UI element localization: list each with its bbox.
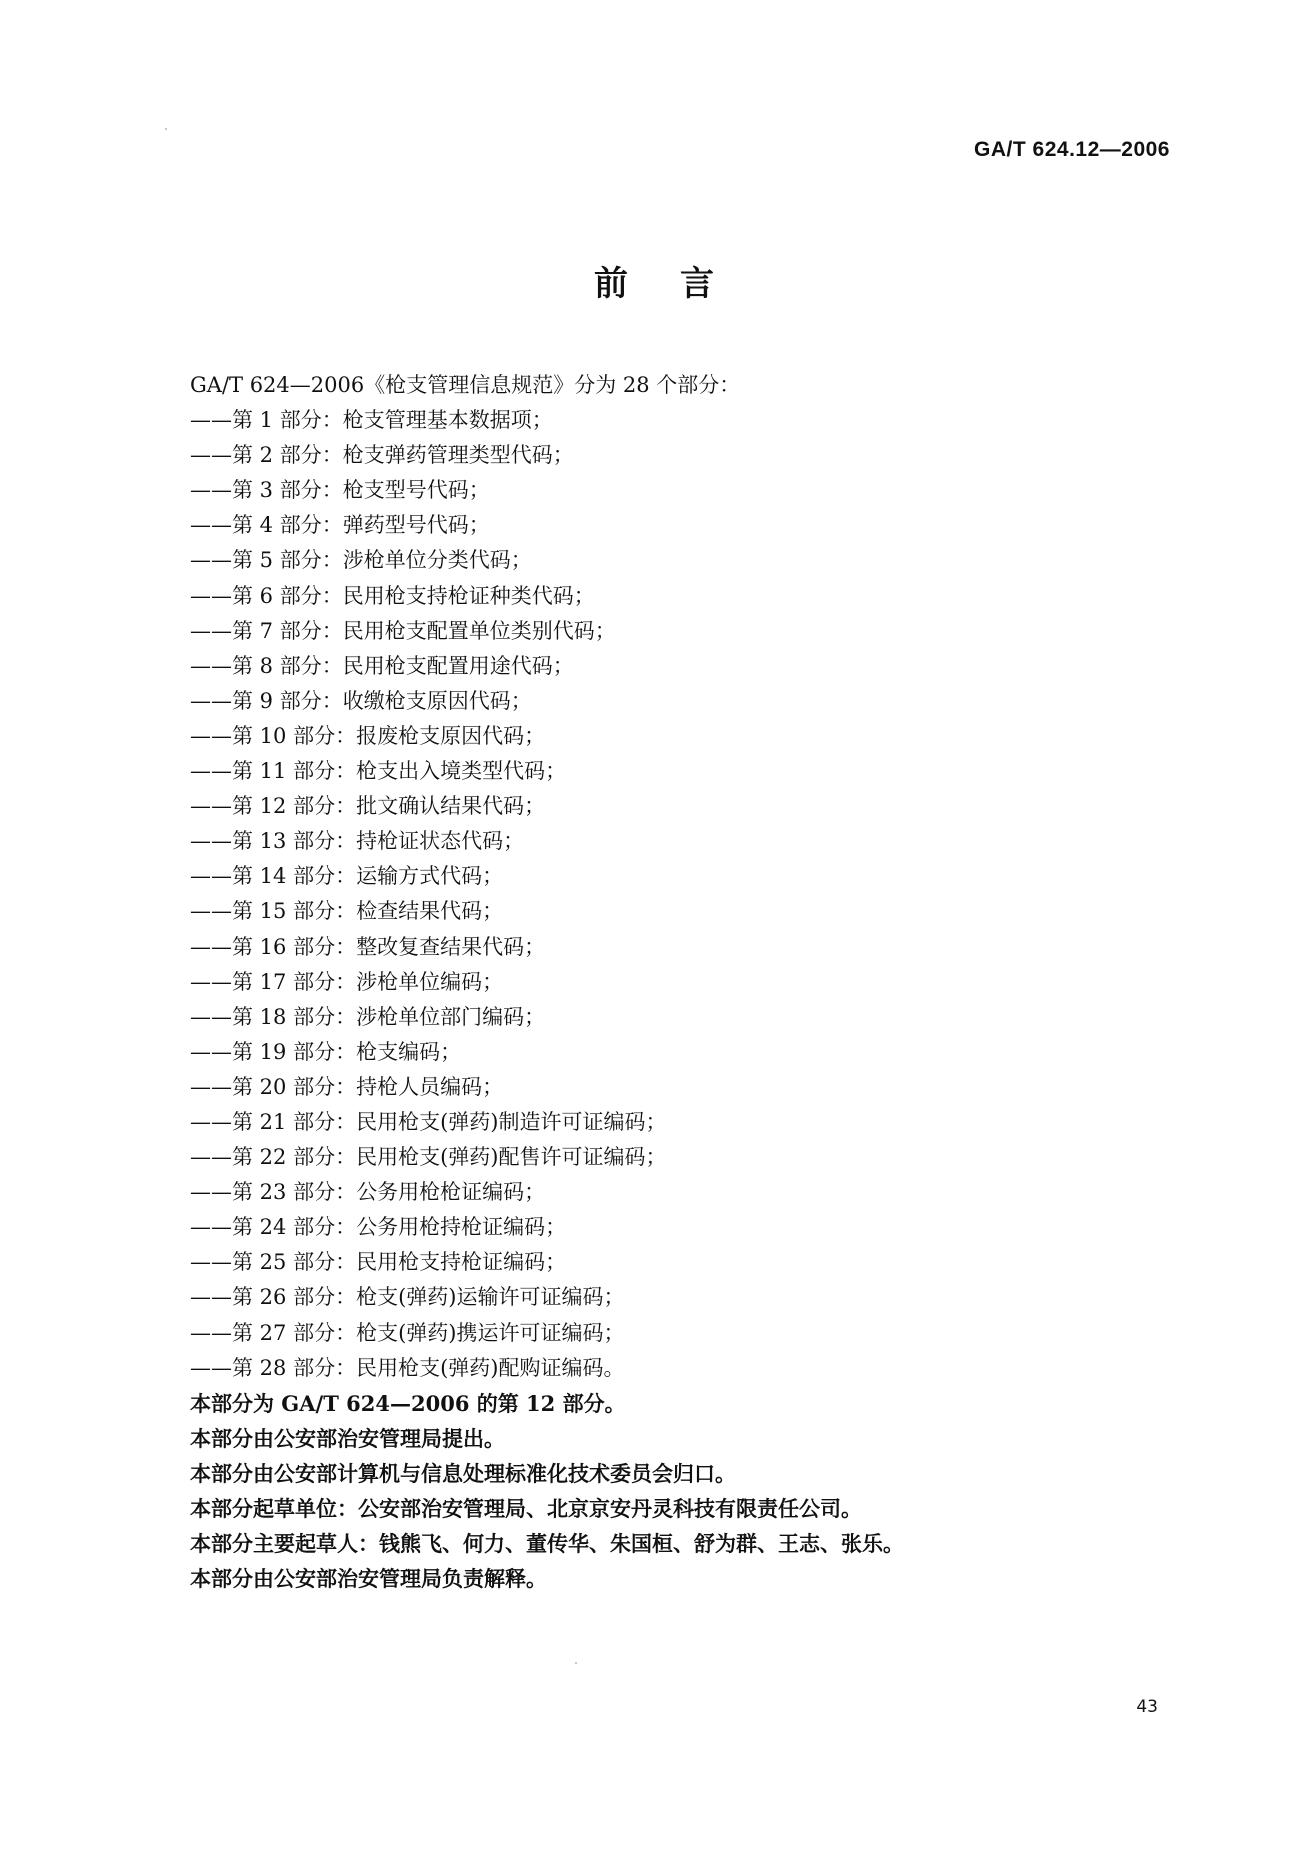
list-item: ——第 18 部分：涉枪单位部门编码； xyxy=(190,1004,546,1029)
scan-speck xyxy=(575,1662,577,1664)
note-line: 本部分由公安部治安管理局提出。 xyxy=(190,1425,505,1451)
list-item: ——第 14 部分：运输方式代码； xyxy=(190,864,504,889)
list-item: ——第 23 部分：公务用枪枪证编码； xyxy=(190,1180,546,1205)
document-code: GA/T 624.12—2006 xyxy=(974,138,1170,161)
note-line: 本部分由公安部治安管理局负责解释。 xyxy=(190,1566,547,1592)
notes-block xyxy=(190,1386,1190,1597)
list-item: ——第 13 部分：持枪证状态代码； xyxy=(190,829,525,854)
list-item: ——第 12 部分：批文确认结果代码； xyxy=(190,794,546,819)
note-line: 本部分为 GA/T 624—2006 的第 12 部分。 xyxy=(190,1390,626,1416)
list-item: ——第 17 部分：涉枪单位编码； xyxy=(190,969,504,994)
list-item: ——第 16 部分：整改复查结果代码； xyxy=(190,934,546,959)
note-line: 本部分主要起草人：钱熊飞、何力、董传华、朱国桓、舒为群、王志、张乐。 xyxy=(190,1531,904,1557)
list-item: ——第 5 部分：涉枪单位分类代码； xyxy=(190,548,532,573)
foreword-body xyxy=(190,368,1190,1596)
parts-list xyxy=(190,403,1190,1386)
list-item: ——第 19 部分：枪支编码； xyxy=(190,1039,462,1064)
page-title: 前言 xyxy=(594,264,766,304)
intro-line: GA/T 624—2006《枪支管理信息规范》分为 28 个部分： xyxy=(190,373,741,397)
page-number: 43 xyxy=(1136,1697,1158,1717)
note-line: 本部分由公安部计算机与信息处理标准化技术委员会归口。 xyxy=(190,1460,736,1486)
list-item: ——第 3 部分：枪支型号代码； xyxy=(190,478,490,503)
note-line: 本部分起草单位：公安部治安管理局、北京京安丹灵科技有限责任公司。 xyxy=(190,1496,862,1521)
list-item: ——第 10 部分：报废枪支原因代码； xyxy=(190,723,546,748)
list-item: ——第 22 部分：民用枪支(弹药)配售许可证编码； xyxy=(190,1145,667,1170)
list-item: ——第 4 部分：弹药型号代码； xyxy=(190,513,490,538)
list-item: ——第 11 部分：枪支出入境类型代码； xyxy=(190,759,567,784)
list-item: ——第 20 部分：持枪人员编码； xyxy=(190,1074,504,1099)
list-item: ——第 15 部分：检查结果代码； xyxy=(190,899,504,924)
list-item: ——第 2 部分：枪支弹药管理类型代码； xyxy=(190,443,574,468)
list-item: ——第 27 部分：枪支(弹药)携运许可证编码； xyxy=(190,1320,625,1345)
list-item: ——第 8 部分：民用枪支配置用途代码； xyxy=(190,653,574,678)
list-item: ——第 24 部分：公务用枪持枪证编码； xyxy=(190,1215,567,1240)
list-item: ——第 7 部分：民用枪支配置单位类别代码； xyxy=(190,618,616,643)
scan-speck xyxy=(165,128,167,130)
list-item: ——第 28 部分：民用枪支(弹药)配购证编码。 xyxy=(190,1355,625,1380)
list-item: ——第 6 部分：民用枪支持枪证种类代码； xyxy=(190,583,595,608)
list-item: ——第 25 部分：民用枪支持枪证编码； xyxy=(190,1250,567,1275)
list-item: ——第 1 部分：枪支管理基本数据项； xyxy=(190,408,553,433)
list-item: ——第 21 部分：民用枪支(弹药)制造许可证编码； xyxy=(190,1109,667,1134)
list-item: ——第 26 部分：枪支(弹药)运输许可证编码； xyxy=(190,1285,625,1310)
list-item: ——第 9 部分：收缴枪支原因代码； xyxy=(190,688,532,713)
